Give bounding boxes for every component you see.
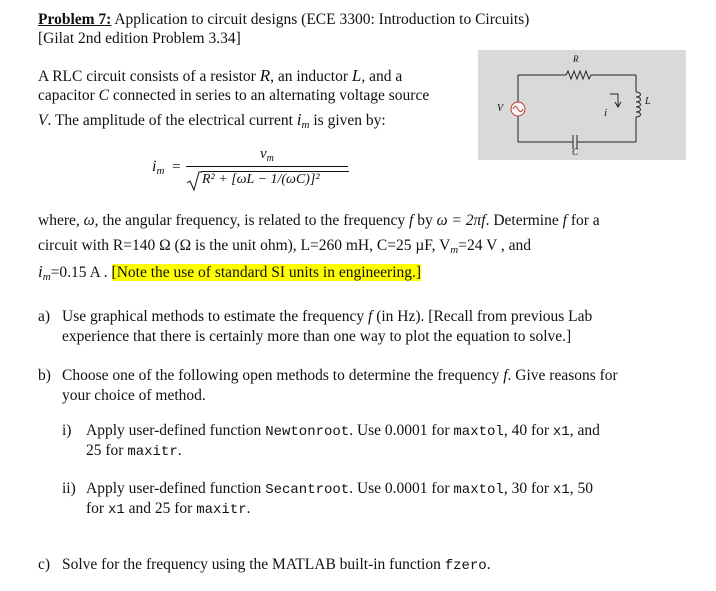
part-b-line-1: Choose one of the following open methods to determine the frequency f. Give reasons for — [62, 367, 618, 384]
part-a-marker: a) — [38, 308, 51, 325]
rlc-circuit-figure — [478, 50, 686, 160]
si-units-note: [Note the use of standard SI units in engineering.] — [111, 264, 422, 281]
newtonroot-function: Newtonroot — [265, 424, 350, 440]
part-b-ii-line-1: Apply user-defined function Secantroot. Use 0.0001 for maxtol, 30 for x1, 50 — [86, 480, 593, 498]
problem-title-text: Application to circuit designs (ECE 3300: Introduction to Circuits) — [111, 11, 530, 28]
problem-subtitle: [Gilat 2nd edition Problem 3.34] — [38, 30, 241, 47]
part-a-line-2: experience that there is certainly more than one way to plot the equation to solve.] — [62, 328, 572, 345]
part-b-marker: b) — [38, 367, 51, 384]
secantroot-function: Secantroot — [265, 482, 350, 498]
circuit-diagram — [478, 50, 686, 160]
label-v: V — [497, 103, 504, 114]
formula-numerator: $v_m$ — [260, 146, 274, 164]
label-r: R — [573, 54, 579, 64]
part-b-i-marker: i) — [62, 422, 72, 439]
part-c-marker: c) — [38, 556, 51, 573]
where-line-1: where, ω, the angular frequency, is related to the frequency f by ω = 2πf. Determine f for a — [38, 212, 600, 229]
label-i: i — [604, 107, 608, 119]
problem-label: Problem 7: — [38, 11, 112, 28]
where-line-3: $i_m=0.15$ A . [Note the use of standard SI units in engineering.] — [38, 262, 422, 283]
where-line-2: circuit with R=140 Ω (Ω is the unit ohm), L=260 mH, C=25 µF, $V_m=24$ V , and — [38, 237, 532, 256]
part-b-ii-line-2: for x1 and 25 for maxitr. — [86, 500, 251, 518]
problem-title — [38, 10, 529, 30]
part-c-line: Solve for the frequency using the MATLAB built-in function fzero. — [62, 556, 491, 574]
intro-line-2: capacitor C connected in series to an alternating voltage source — [38, 87, 430, 104]
formula-lhs: $i_m$ = — [152, 158, 181, 177]
formula-denominator: R² + [ωL − 1/(ωC)]² — [202, 172, 320, 187]
part-b-i-line-2: 25 for maxitr. — [86, 442, 182, 460]
label-c: C — [572, 147, 579, 157]
fzero-function: fzero — [444, 558, 487, 574]
intro-line-1: A RLC circuit consists of a resistor R, an inductor L, and a — [38, 66, 403, 85]
part-b-i-line-1: Apply user-defined function Newtonroot. Use 0.0001 for maxtol, 40 for x1, and — [86, 422, 600, 440]
part-b-ii-marker: ii) — [62, 480, 76, 497]
label-l: L — [645, 96, 651, 107]
sqrt-sign — [186, 170, 202, 192]
part-a-line-1: Use graphical methods to estimate the frequency f (in Hz). [Recall from previous Lab — [62, 308, 593, 325]
part-b-line-2: your choice of method. — [62, 387, 206, 404]
intro-line-3: V. The amplitude of the electrical current $i_m$ is given by: — [38, 110, 386, 131]
fraction-bar — [186, 166, 348, 167]
